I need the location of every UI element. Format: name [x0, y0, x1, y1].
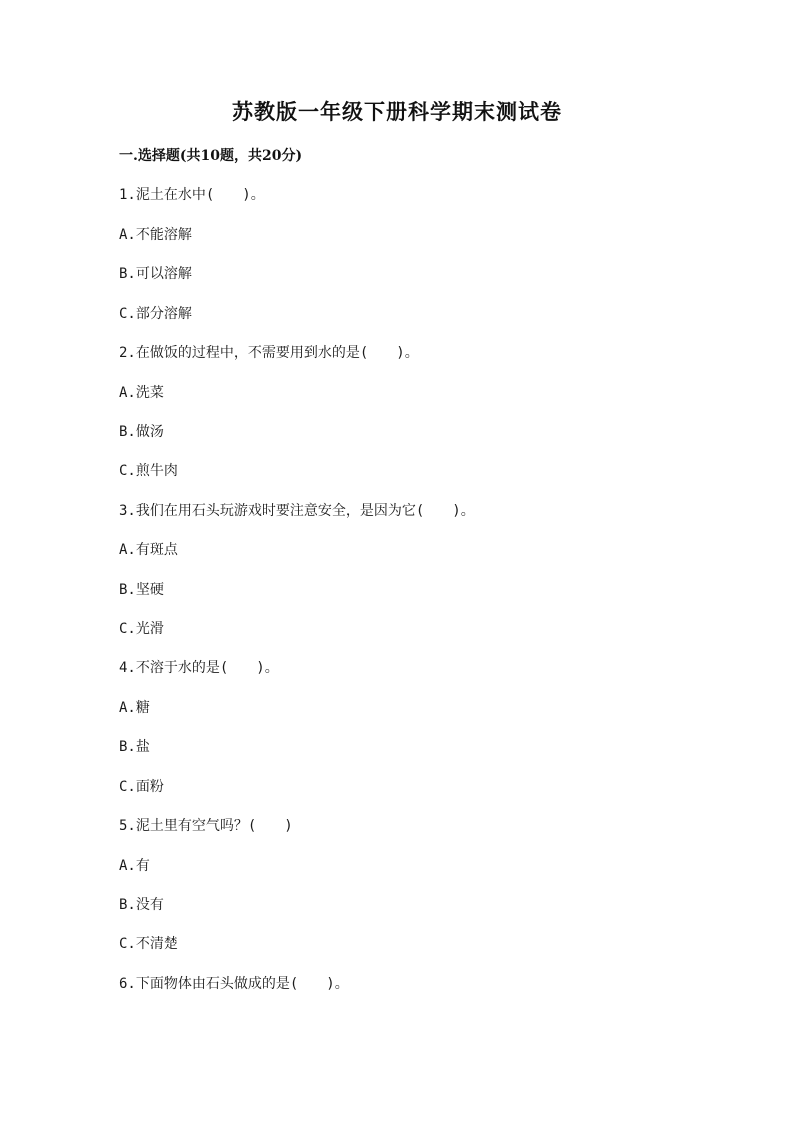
question-stem: 5.泥土里有空气吗？( ): [119, 818, 293, 834]
section-heading: 一.选择题(共10题，共20分): [119, 148, 303, 164]
question-option: A.糖: [119, 700, 150, 716]
question-option: C.不清楚: [119, 936, 178, 952]
question-option: C.面粉: [119, 779, 164, 795]
question-stem: 1.泥土在水中( )。: [119, 187, 265, 203]
question-option: C.部分溶解: [119, 306, 192, 322]
question-stem: 3.我们在用石头玩游戏时要注意安全，是因为它( )。: [119, 503, 475, 519]
question-option: C.煎牛肉: [119, 463, 178, 479]
question-stem: 6.下面物体由石头做成的是( )。: [119, 976, 349, 992]
question-stem: 2.在做饭的过程中，不需要用到水的是( )。: [119, 345, 419, 361]
question-stem: 4.不溶于水的是( )。: [119, 660, 279, 676]
question-option: B.做汤: [119, 424, 164, 440]
question-option: A.洗菜: [119, 385, 164, 401]
question-option: A.有: [119, 858, 150, 874]
question-option: B.盐: [119, 739, 150, 755]
question-option: B.没有: [119, 897, 164, 913]
question-option: A.有斑点: [119, 542, 178, 558]
question-option: C.光滑: [119, 621, 164, 637]
page-title: 苏教版一年级下册科学期末测试卷: [232, 99, 562, 124]
question-option: B.坚硬: [119, 582, 164, 598]
question-option: B.可以溶解: [119, 266, 192, 282]
question-option: A.不能溶解: [119, 227, 192, 243]
